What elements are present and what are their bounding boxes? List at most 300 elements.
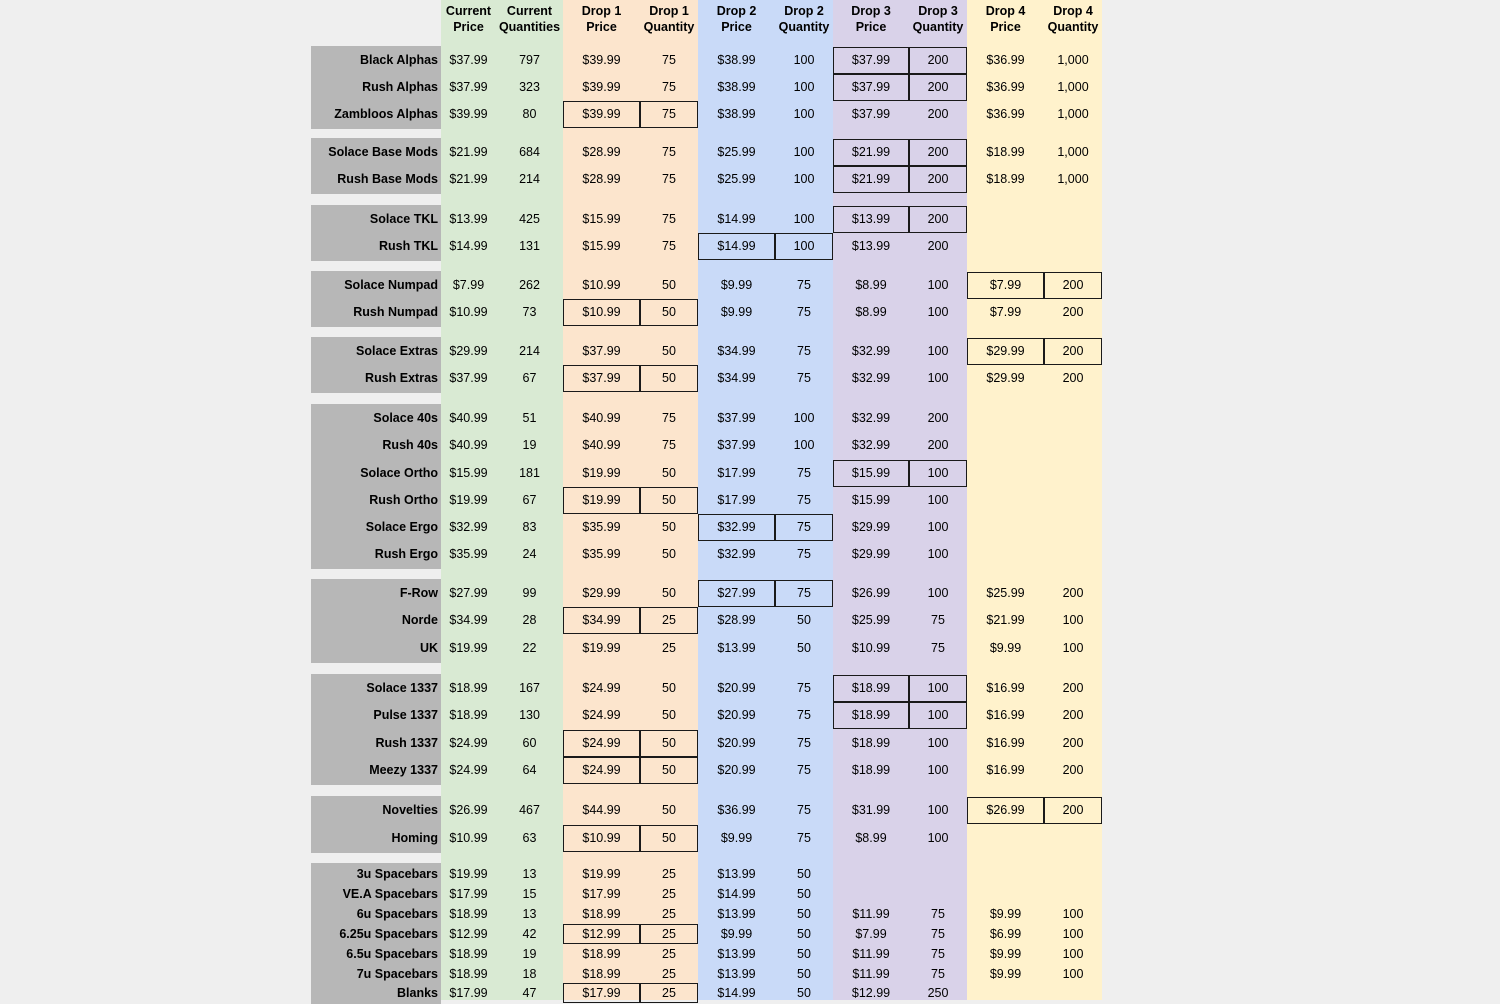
table-cell[interactable]: $37.99 <box>833 47 909 74</box>
table-cell[interactable]: 13 <box>522 867 537 881</box>
table-cell[interactable]: $24.99 <box>582 681 621 695</box>
table-cell[interactable]: $20.99 <box>717 736 756 750</box>
table-cell[interactable]: 50 <box>797 613 811 627</box>
table-cell[interactable]: 100 <box>927 305 949 319</box>
table-cell[interactable]: 1,000 <box>1057 172 1089 186</box>
table-cell[interactable]: 50 <box>797 887 811 901</box>
table-cell[interactable]: 22 <box>522 641 537 655</box>
table-cell[interactable]: $12.99 <box>449 927 488 941</box>
table-cell[interactable]: $34.99 <box>717 344 756 358</box>
table-cell[interactable]: $18.99 <box>833 675 909 702</box>
table-cell[interactable]: 50 <box>797 867 811 881</box>
table-cell[interactable]: $13.99 <box>851 239 891 253</box>
table-cell[interactable]: $18.99 <box>833 702 909 729</box>
table-cell[interactable] <box>1044 206 1102 233</box>
table-cell[interactable]: 797 <box>519 53 540 67</box>
table-cell[interactable]: 50 <box>797 967 811 981</box>
table-cell[interactable]: 200 <box>1062 736 1084 750</box>
table-cell[interactable]: $10.99 <box>563 299 640 326</box>
table-cell[interactable]: 100 <box>1062 947 1084 961</box>
table-cell[interactable]: $29.99 <box>967 338 1044 365</box>
table-cell[interactable]: $37.99 <box>449 53 488 67</box>
table-cell[interactable]: $26.99 <box>851 586 891 600</box>
table-cell[interactable]: $8.99 <box>855 278 887 292</box>
table-cell[interactable]: $18.99 <box>449 947 488 961</box>
table-cell[interactable]: 200 <box>1062 371 1084 385</box>
table-cell[interactable]: 100 <box>1062 641 1084 655</box>
table-cell[interactable]: 50 <box>797 947 811 961</box>
table-cell[interactable]: $21.99 <box>986 613 1025 627</box>
table-cell[interactable]: $32.99 <box>851 438 891 452</box>
table-cell[interactable]: $34.99 <box>717 371 756 385</box>
table-cell[interactable]: $10.99 <box>851 641 891 655</box>
table-cell[interactable]: 684 <box>519 145 540 159</box>
table-cell[interactable]: 25 <box>640 924 698 944</box>
table-cell[interactable] <box>967 983 1044 1003</box>
table-cell[interactable]: 75 <box>797 493 811 507</box>
table-cell[interactable]: $19.99 <box>582 466 621 480</box>
table-cell[interactable]: $18.99 <box>449 967 488 981</box>
table-cell[interactable]: 13 <box>522 907 537 921</box>
table-cell[interactable]: $13.99 <box>717 947 756 961</box>
table-cell[interactable]: 100 <box>1062 927 1084 941</box>
table-cell[interactable] <box>1044 983 1102 1003</box>
table-cell[interactable]: $7.99 <box>855 927 887 941</box>
table-cell[interactable]: $18.99 <box>851 736 891 750</box>
table-cell[interactable]: $35.99 <box>582 520 621 534</box>
table-cell[interactable]: $26.99 <box>449 803 488 817</box>
table-cell[interactable]: $36.99 <box>986 53 1025 67</box>
table-cell[interactable] <box>967 514 1044 541</box>
table-cell[interactable]: $38.99 <box>717 80 756 94</box>
table-cell[interactable]: 100 <box>909 675 967 702</box>
table-cell[interactable]: $9.99 <box>720 278 753 292</box>
table-cell[interactable]: $40.99 <box>582 411 621 425</box>
table-cell[interactable]: $6.99 <box>989 927 1022 941</box>
table-cell[interactable]: 25 <box>662 867 676 881</box>
table-cell[interactable]: 75 <box>931 613 945 627</box>
table-cell[interactable] <box>967 884 1044 904</box>
table-cell[interactable]: 200 <box>909 139 967 166</box>
table-cell[interactable] <box>967 405 1044 432</box>
table-cell[interactable]: $34.99 <box>449 613 488 627</box>
table-cell[interactable]: $37.99 <box>582 344 621 358</box>
table-cell[interactable]: 75 <box>662 145 676 159</box>
table-cell[interactable]: 75 <box>662 212 676 226</box>
table-cell[interactable]: 100 <box>793 80 815 94</box>
table-cell[interactable] <box>967 432 1044 459</box>
table-cell[interactable]: $18.99 <box>986 172 1025 186</box>
table-cell[interactable]: $13.99 <box>833 206 909 233</box>
table-cell[interactable]: 75 <box>931 967 945 981</box>
table-cell[interactable]: $28.99 <box>717 613 756 627</box>
table-cell[interactable]: 50 <box>640 825 698 852</box>
table-cell[interactable]: $9.99 <box>989 947 1022 961</box>
table-cell[interactable]: $37.99 <box>717 411 756 425</box>
table-cell[interactable]: $35.99 <box>582 547 621 561</box>
table-cell[interactable]: 262 <box>519 278 540 292</box>
table-cell[interactable] <box>1044 487 1102 514</box>
table-cell[interactable]: 25 <box>640 983 698 1003</box>
table-cell[interactable]: $36.99 <box>986 107 1025 121</box>
table-cell[interactable]: $7.99 <box>452 278 485 292</box>
table-cell[interactable]: 100 <box>927 763 949 777</box>
table-cell[interactable]: 73 <box>522 305 537 319</box>
table-cell[interactable]: 50 <box>662 466 676 480</box>
table-cell[interactable]: 200 <box>909 206 967 233</box>
table-cell[interactable]: 167 <box>519 681 540 695</box>
table-cell[interactable]: $26.99 <box>967 797 1044 824</box>
table-cell[interactable]: 75 <box>797 278 811 292</box>
table-cell[interactable] <box>1044 864 1102 884</box>
table-cell[interactable]: $40.99 <box>449 411 488 425</box>
table-cell[interactable]: $38.99 <box>717 107 756 121</box>
table-cell[interactable]: $24.99 <box>449 736 488 750</box>
table-cell[interactable]: 24 <box>522 547 537 561</box>
table-cell[interactable]: $28.99 <box>582 145 621 159</box>
table-cell[interactable]: 100 <box>793 53 815 67</box>
table-cell[interactable]: 100 <box>1062 967 1084 981</box>
table-cell[interactable]: 50 <box>797 986 811 1000</box>
table-cell[interactable]: $19.99 <box>449 867 488 881</box>
table-cell[interactable]: $36.99 <box>717 803 756 817</box>
table-cell[interactable]: 214 <box>519 172 540 186</box>
table-cell[interactable]: 18 <box>522 967 537 981</box>
table-cell[interactable]: 83 <box>522 520 537 534</box>
table-cell[interactable]: 64 <box>522 763 537 777</box>
table-cell[interactable]: $37.99 <box>449 371 488 385</box>
table-cell[interactable] <box>1044 432 1102 459</box>
table-cell[interactable]: $21.99 <box>449 172 488 186</box>
table-cell[interactable]: 80 <box>522 107 537 121</box>
table-cell[interactable]: 50 <box>662 803 676 817</box>
table-cell[interactable]: 75 <box>775 514 833 541</box>
table-cell[interactable]: 100 <box>909 702 967 729</box>
table-cell[interactable]: 200 <box>1062 763 1084 777</box>
table-cell[interactable]: $29.99 <box>851 547 891 561</box>
table-cell[interactable]: 75 <box>797 344 811 358</box>
table-cell[interactable]: 75 <box>797 763 811 777</box>
table-cell[interactable]: $32.99 <box>851 411 891 425</box>
table-cell[interactable]: 100 <box>927 344 949 358</box>
table-cell[interactable]: $18.99 <box>582 907 621 921</box>
table-cell[interactable]: 214 <box>519 344 540 358</box>
table-cell[interactable]: 100 <box>909 460 967 487</box>
table-cell[interactable]: $39.99 <box>582 80 621 94</box>
table-cell[interactable]: $13.99 <box>717 641 756 655</box>
table-cell[interactable]: 25 <box>662 887 676 901</box>
table-cell[interactable]: $37.99 <box>851 107 891 121</box>
table-cell[interactable]: $18.99 <box>582 947 621 961</box>
table-cell[interactable]: 25 <box>662 907 676 921</box>
table-cell[interactable]: 50 <box>662 681 676 695</box>
table-cell[interactable]: 50 <box>797 927 811 941</box>
table-cell[interactable]: $14.99 <box>717 986 756 1000</box>
table-cell[interactable]: $13.99 <box>717 907 756 921</box>
table-cell[interactable]: 131 <box>519 239 540 253</box>
table-cell[interactable]: 100 <box>793 145 815 159</box>
table-cell[interactable]: $9.99 <box>989 967 1022 981</box>
table-cell[interactable]: 200 <box>1044 272 1102 299</box>
table-cell[interactable]: 75 <box>931 641 945 655</box>
table-cell[interactable]: $20.99 <box>717 708 756 722</box>
table-cell[interactable]: 50 <box>662 344 676 358</box>
table-cell[interactable]: $38.99 <box>717 53 756 67</box>
table-cell[interactable]: 200 <box>1062 586 1084 600</box>
table-cell[interactable]: 200 <box>909 47 967 74</box>
table-cell[interactable] <box>833 884 909 904</box>
table-cell[interactable]: 75 <box>662 80 676 94</box>
table-cell[interactable]: 200 <box>927 107 949 121</box>
table-cell[interactable]: $24.99 <box>449 763 488 777</box>
table-cell[interactable]: 100 <box>927 493 949 507</box>
table-cell[interactable]: $10.99 <box>563 825 640 852</box>
table-cell[interactable]: $16.99 <box>986 736 1025 750</box>
table-cell[interactable]: $16.99 <box>986 708 1025 722</box>
table-cell[interactable]: 100 <box>793 411 815 425</box>
table-cell[interactable]: $29.99 <box>582 586 621 600</box>
table-cell[interactable]: 75 <box>662 53 676 67</box>
table-cell[interactable]: $17.99 <box>717 493 756 507</box>
table-cell[interactable]: $18.99 <box>582 967 621 981</box>
table-cell[interactable]: 250 <box>927 986 949 1000</box>
table-cell[interactable]: 200 <box>1062 708 1084 722</box>
table-cell[interactable]: 100 <box>793 172 815 186</box>
table-cell[interactable]: $29.99 <box>986 371 1025 385</box>
table-cell[interactable]: $20.99 <box>717 763 756 777</box>
table-cell[interactable]: $39.99 <box>582 53 621 67</box>
table-cell[interactable]: 200 <box>1044 797 1102 824</box>
table-cell[interactable]: $17.99 <box>449 887 488 901</box>
table-cell[interactable] <box>909 884 967 904</box>
table-cell[interactable]: $17.99 <box>563 983 640 1003</box>
table-cell[interactable]: 25 <box>640 607 698 634</box>
table-cell[interactable]: 75 <box>797 547 811 561</box>
table-cell[interactable]: $18.99 <box>449 907 488 921</box>
table-cell[interactable]: 200 <box>927 239 949 253</box>
table-cell[interactable]: 60 <box>522 736 537 750</box>
table-cell[interactable]: 75 <box>797 371 811 385</box>
table-cell[interactable]: 100 <box>1062 613 1084 627</box>
table-cell[interactable]: 75 <box>775 580 833 607</box>
table-cell[interactable]: $19.99 <box>563 487 640 514</box>
table-cell[interactable]: 75 <box>640 101 698 128</box>
table-cell[interactable]: $9.99 <box>989 641 1022 655</box>
table-cell[interactable]: $39.99 <box>563 101 640 128</box>
table-cell[interactable]: 50 <box>662 547 676 561</box>
table-cell[interactable]: 200 <box>927 438 949 452</box>
table-cell[interactable]: $32.99 <box>851 344 891 358</box>
table-cell[interactable]: $20.99 <box>717 681 756 695</box>
table-cell[interactable]: 67 <box>522 493 537 507</box>
table-cell[interactable]: 75 <box>662 172 676 186</box>
table-cell[interactable]: $9.99 <box>720 305 753 319</box>
table-cell[interactable]: 50 <box>662 278 676 292</box>
table-cell[interactable] <box>1044 233 1102 260</box>
table-cell[interactable] <box>1044 460 1102 487</box>
table-cell[interactable]: $37.99 <box>717 438 756 452</box>
table-cell[interactable] <box>909 864 967 884</box>
table-cell[interactable]: 130 <box>519 708 540 722</box>
table-cell[interactable]: 50 <box>640 730 698 757</box>
table-cell[interactable]: $25.99 <box>851 613 891 627</box>
table-cell[interactable]: $11.99 <box>852 907 890 921</box>
table-cell[interactable]: $32.99 <box>449 520 488 534</box>
table-cell[interactable]: 50 <box>640 757 698 784</box>
table-cell[interactable]: 50 <box>640 299 698 326</box>
table-cell[interactable]: $37.99 <box>563 365 640 392</box>
table-cell[interactable]: 100 <box>927 586 949 600</box>
table-cell[interactable]: 100 <box>927 371 949 385</box>
table-cell[interactable] <box>967 864 1044 884</box>
table-cell[interactable]: $17.99 <box>582 887 621 901</box>
table-cell[interactable]: $34.99 <box>563 607 640 634</box>
table-cell[interactable]: $14.99 <box>698 233 775 260</box>
table-cell[interactable]: $12.99 <box>851 986 891 1000</box>
table-cell[interactable]: $9.99 <box>720 831 753 845</box>
table-cell[interactable]: $15.99 <box>449 466 488 480</box>
table-cell[interactable]: $12.99 <box>563 924 640 944</box>
table-cell[interactable]: 19 <box>522 438 537 452</box>
table-cell[interactable]: 100 <box>927 278 949 292</box>
table-cell[interactable]: $27.99 <box>449 586 488 600</box>
table-cell[interactable]: $27.99 <box>698 580 775 607</box>
table-cell[interactable]: 100 <box>927 831 949 845</box>
table-cell[interactable]: 75 <box>797 305 811 319</box>
table-cell[interactable]: $40.99 <box>582 438 621 452</box>
table-cell[interactable]: $25.99 <box>717 172 756 186</box>
table-cell[interactable]: 200 <box>909 166 967 193</box>
table-cell[interactable]: 75 <box>797 708 811 722</box>
table-cell[interactable] <box>967 825 1044 852</box>
table-cell[interactable]: 75 <box>662 438 676 452</box>
table-cell[interactable]: $10.99 <box>582 278 621 292</box>
table-cell[interactable] <box>967 233 1044 260</box>
table-cell[interactable]: $13.99 <box>717 867 756 881</box>
table-cell[interactable]: $7.99 <box>989 305 1022 319</box>
table-cell[interactable]: $25.99 <box>717 145 756 159</box>
table-cell[interactable]: $40.99 <box>449 438 488 452</box>
table-cell[interactable]: 100 <box>927 520 949 534</box>
table-cell[interactable]: 75 <box>797 681 811 695</box>
table-cell[interactable]: 200 <box>909 74 967 101</box>
table-cell[interactable]: 1,000 <box>1057 53 1089 67</box>
table-cell[interactable]: $32.99 <box>851 371 891 385</box>
table-cell[interactable] <box>1044 514 1102 541</box>
table-cell[interactable]: $24.99 <box>563 757 640 784</box>
table-cell[interactable]: $19.99 <box>449 641 488 655</box>
table-cell[interactable]: 75 <box>797 803 811 817</box>
table-cell[interactable]: 75 <box>662 239 676 253</box>
table-cell[interactable]: $15.99 <box>833 460 909 487</box>
table-cell[interactable]: $13.99 <box>449 212 488 226</box>
table-cell[interactable]: $7.99 <box>967 272 1044 299</box>
table-cell[interactable]: 67 <box>522 371 537 385</box>
table-cell[interactable]: $11.99 <box>852 967 890 981</box>
table-cell[interactable]: 200 <box>1044 338 1102 365</box>
table-cell[interactable]: 323 <box>519 80 540 94</box>
table-cell[interactable] <box>1044 825 1102 852</box>
table-cell[interactable] <box>1044 541 1102 568</box>
table-cell[interactable]: 200 <box>1062 305 1084 319</box>
table-cell[interactable]: 75 <box>931 907 945 921</box>
table-cell[interactable] <box>1044 405 1102 432</box>
table-cell[interactable]: 75 <box>797 736 811 750</box>
table-cell[interactable]: $16.99 <box>986 763 1025 777</box>
table-cell[interactable]: $29.99 <box>851 520 891 534</box>
table-cell[interactable]: 425 <box>519 212 540 226</box>
table-cell[interactable]: 1,000 <box>1057 107 1089 121</box>
table-cell[interactable]: $32.99 <box>717 547 756 561</box>
table-cell[interactable]: 25 <box>662 967 676 981</box>
table-cell[interactable]: $14.99 <box>449 239 488 253</box>
table-cell[interactable]: $25.99 <box>986 586 1025 600</box>
table-cell[interactable]: 25 <box>662 641 676 655</box>
table-cell[interactable]: 1,000 <box>1057 80 1089 94</box>
table-cell[interactable]: $19.99 <box>582 867 621 881</box>
table-cell[interactable]: $15.99 <box>582 212 621 226</box>
table-cell[interactable] <box>1044 884 1102 904</box>
table-cell[interactable]: $24.99 <box>582 708 621 722</box>
table-cell[interactable]: 75 <box>662 411 676 425</box>
table-cell[interactable]: 100 <box>793 438 815 452</box>
table-cell[interactable] <box>833 864 909 884</box>
table-cell[interactable] <box>967 487 1044 514</box>
table-cell[interactable]: $28.99 <box>582 172 621 186</box>
table-cell[interactable]: $14.99 <box>717 887 756 901</box>
table-cell[interactable] <box>967 541 1044 568</box>
table-cell[interactable]: $8.99 <box>855 831 887 845</box>
table-cell[interactable]: $14.99 <box>717 212 756 226</box>
table-cell[interactable]: $10.99 <box>449 831 488 845</box>
table-cell[interactable]: 51 <box>522 411 537 425</box>
table-cell[interactable]: $21.99 <box>449 145 488 159</box>
table-cell[interactable]: $9.99 <box>720 927 753 941</box>
table-cell[interactable]: $32.99 <box>698 514 775 541</box>
table-cell[interactable]: 467 <box>519 803 540 817</box>
table-cell[interactable]: 200 <box>927 411 949 425</box>
table-cell[interactable]: $18.99 <box>449 681 488 695</box>
table-cell[interactable]: 50 <box>640 487 698 514</box>
table-cell[interactable]: $15.99 <box>851 493 891 507</box>
table-cell[interactable]: $16.99 <box>986 681 1025 695</box>
table-cell[interactable]: $21.99 <box>833 139 909 166</box>
table-cell[interactable]: $10.99 <box>449 305 488 319</box>
table-cell[interactable]: $18.99 <box>449 708 488 722</box>
table-cell[interactable]: $19.99 <box>449 493 488 507</box>
table-cell[interactable]: $19.99 <box>582 641 621 655</box>
table-cell[interactable]: 75 <box>797 831 811 845</box>
table-cell[interactable]: 100 <box>927 547 949 561</box>
table-cell[interactable]: $8.99 <box>855 305 887 319</box>
table-cell[interactable]: 15 <box>522 887 537 901</box>
table-cell[interactable]: 28 <box>522 613 537 627</box>
table-cell[interactable]: 50 <box>797 907 811 921</box>
table-cell[interactable]: 25 <box>662 947 676 961</box>
table-cell[interactable]: 100 <box>927 803 949 817</box>
table-cell[interactable]: $37.99 <box>833 74 909 101</box>
table-cell[interactable]: $13.99 <box>717 967 756 981</box>
table-cell[interactable]: 63 <box>522 831 537 845</box>
table-cell[interactable]: 50 <box>797 641 811 655</box>
table-cell[interactable]: $36.99 <box>986 80 1025 94</box>
table-cell[interactable]: 99 <box>522 586 537 600</box>
table-cell[interactable]: 100 <box>1062 907 1084 921</box>
table-cell[interactable]: $17.99 <box>717 466 756 480</box>
table-cell[interactable]: $44.99 <box>582 803 621 817</box>
table-cell[interactable]: 100 <box>775 233 833 260</box>
table-cell[interactable]: $35.99 <box>449 547 488 561</box>
